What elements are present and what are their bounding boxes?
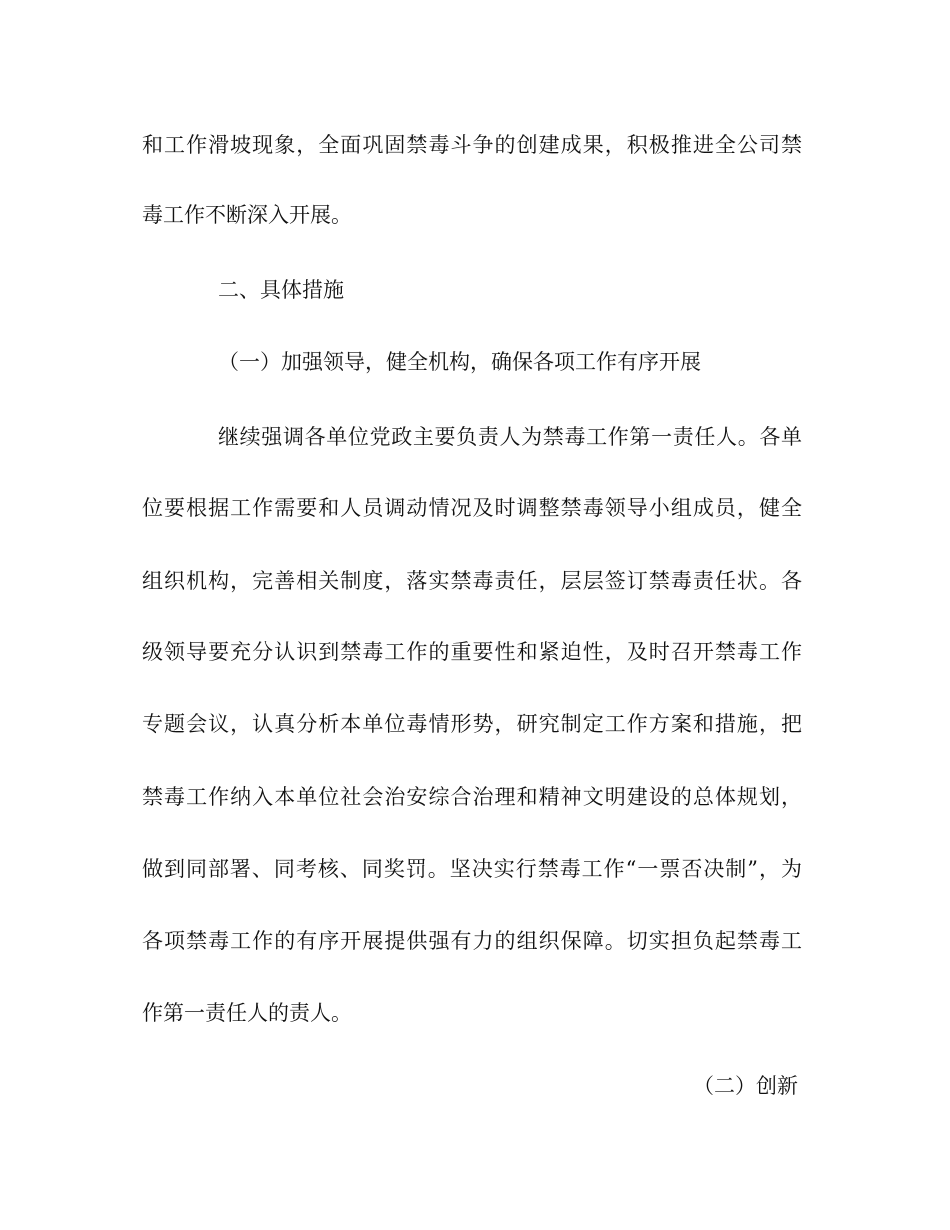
paragraph-line: 和工作滑坡现象，全面巩固禁毒斗争的创建成果，积极推进全公司禁 <box>142 133 802 157</box>
subsection-heading: （二）创新 <box>693 1074 798 1098</box>
paragraph-line: 组织机构，完善相关制度，落实禁毒责任，层层签订禁毒责任状。各 <box>142 569 802 593</box>
paragraph-line: 专题会议，认真分析本单位毒情形势，研究制定工作方案和措施，把 <box>142 712 802 736</box>
paragraph-line: 位要根据工作需要和人员调动情况及时调整禁毒领导小组成员，健全 <box>142 496 802 520</box>
section-heading: 二、具体措施 <box>218 278 344 302</box>
paragraph-line: 作第一责任人的责人。 <box>142 1001 352 1025</box>
paragraph-line: 各项禁毒工作的有序开展提供强有力的组织保障。切实担负起禁毒工 <box>142 929 802 953</box>
paragraph-line: 继续强调各单位党政主要负责人为禁毒工作第一责任人。各单 <box>218 425 802 449</box>
paragraph-line: 做到同部署、同考核、同奖罚。坚决实行禁毒工作“一票否决制”，为 <box>142 857 802 881</box>
paragraph-line: 级领导要充分认识到禁毒工作的重要性和紧迫性，及时召开禁毒工作 <box>142 640 802 664</box>
paragraph-line: 禁毒工作纳入本单位社会治安综合治理和精神文明建设的总体规划， <box>142 785 802 809</box>
subsection-heading: （一）加强领导，健全机构，确保各项工作有序开展 <box>218 350 701 374</box>
paragraph-line: 毒工作不断深入开展。 <box>142 203 352 227</box>
